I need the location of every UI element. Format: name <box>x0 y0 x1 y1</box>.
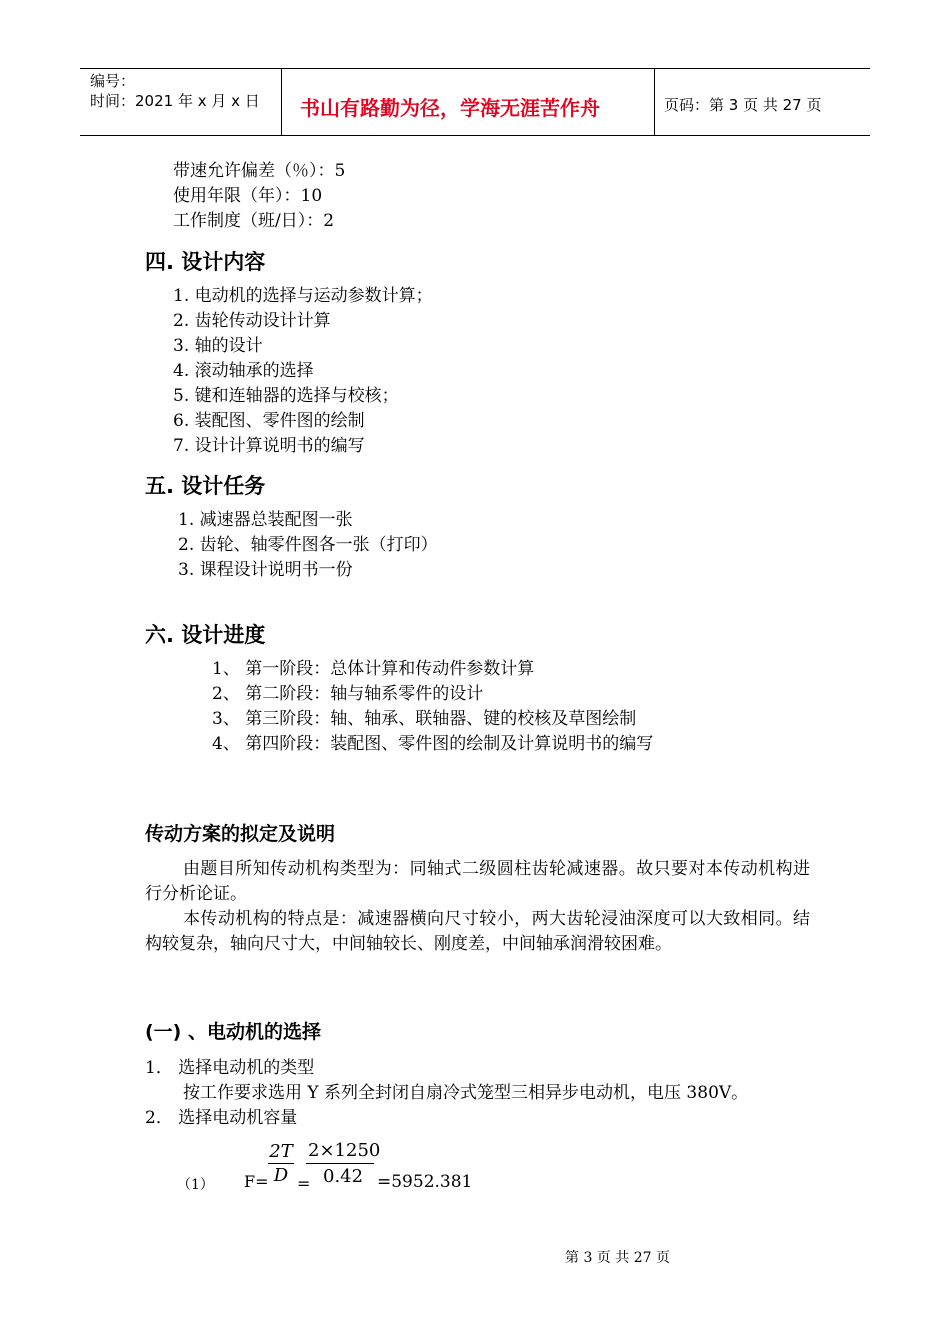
motor-item-2: 2． 选择电动机容量 <box>145 1108 298 1128</box>
formula-label: （1） <box>177 1177 214 1193</box>
motor-section-title: (一) 、电动机的选择 <box>145 1021 321 1043</box>
header-divider-2 <box>654 68 655 136</box>
fraction-1-denominator: D <box>273 1165 289 1186</box>
header-top-border <box>80 68 870 69</box>
fraction-1-numerator: 2T <box>269 1141 293 1162</box>
section-5-item: 1. 减速器总装配图一张 <box>178 510 353 530</box>
section-4-item: 3. 轴的设计 <box>173 336 263 356</box>
section-6-title: 六. 设计进度 <box>145 623 266 647</box>
fraction-1-bar <box>268 1163 294 1164</box>
section-4-item: 1. 电动机的选择与运动参数计算； <box>173 286 433 306</box>
motor-item-1-text: 按工作要求选用 Y 系列全封闭自扇冷式笼型三相异步电动机，电压 380V。 <box>183 1083 749 1103</box>
param-speed-deviation: 带速允许偏差（％）：5 <box>173 161 346 181</box>
header-page-code: 页码：第 3 页 共 27 页 <box>664 96 822 114</box>
section-4-item: 5. 键和连轴器的选择与校核； <box>173 386 399 406</box>
fraction-2-bar <box>306 1163 374 1164</box>
section-5-item: 3. 课程设计说明书一份 <box>178 560 353 580</box>
section-6-item: 2、 第二阶段：轴与轴系零件的设计 <box>212 684 484 704</box>
section-4-item: 6. 装配图、零件图的绘制 <box>173 411 365 431</box>
fraction-2-denominator: 0.42 <box>323 1166 364 1187</box>
section-4-title: 四. 设计内容 <box>145 250 266 274</box>
param-work-shifts: 工作制度（班/日）：2 <box>173 211 335 231</box>
fraction-2-numerator: 2×1250 <box>308 1140 381 1161</box>
section-5-item: 2. 齿轮、轴零件图各一张（打印） <box>178 535 438 555</box>
header-bottom-border <box>80 135 870 136</box>
scheme-paragraph-1: 由题目所知传动机构类型为：同轴式二级圆柱齿轮减速器。故只要对本传动机构进行分析论证。 <box>145 859 810 904</box>
section-6-item: 4、 第四阶段：装配图、零件图的绘制及计算说明书的编写 <box>212 734 654 754</box>
formula-result: =5952.381 <box>377 1172 473 1192</box>
section-6-item: 3、 第三阶段：轴、轴承、联轴器、键的校核及草图绘制 <box>212 709 637 729</box>
param-service-life: 使用年限（年）：10 <box>173 186 323 206</box>
page-footer: 第 3 页 共 27 页 <box>565 1250 670 1266</box>
section-4-item: 7. 设计计算说明书的编写 <box>173 436 365 456</box>
section-4-item: 2. 齿轮传动设计计算 <box>173 311 331 331</box>
scheme-paragraph-2: 本传动机构的特点是：减速器横向尺寸较小，两大齿轮浸油深度可以大致相同。结构较复杂，轴向尺寸大，中间轴较长、刚度差，中间轴承润滑较困难。 <box>145 909 810 954</box>
formula-f-equals: F= <box>244 1172 269 1191</box>
motor-item-1: 1． 选择电动机的类型 <box>145 1058 315 1078</box>
section-5-title: 五. 设计任务 <box>145 474 266 498</box>
formula-equals: = <box>297 1174 311 1193</box>
section-4-item: 4. 滚动轴承的选择 <box>173 361 314 381</box>
header-divider-1 <box>281 68 282 136</box>
scheme-title: 传动方案的拟定及说明 <box>145 823 336 845</box>
section-6-item: 1、 第一阶段：总体计算和传动件参数计算 <box>212 659 535 679</box>
header-serial-label: 编号： <box>90 72 136 90</box>
header-date: 时间：2021 年 x 月 x 日 <box>90 92 260 110</box>
header-motto: 书山有路勤为径，学海无涯苦作舟 <box>300 96 600 120</box>
